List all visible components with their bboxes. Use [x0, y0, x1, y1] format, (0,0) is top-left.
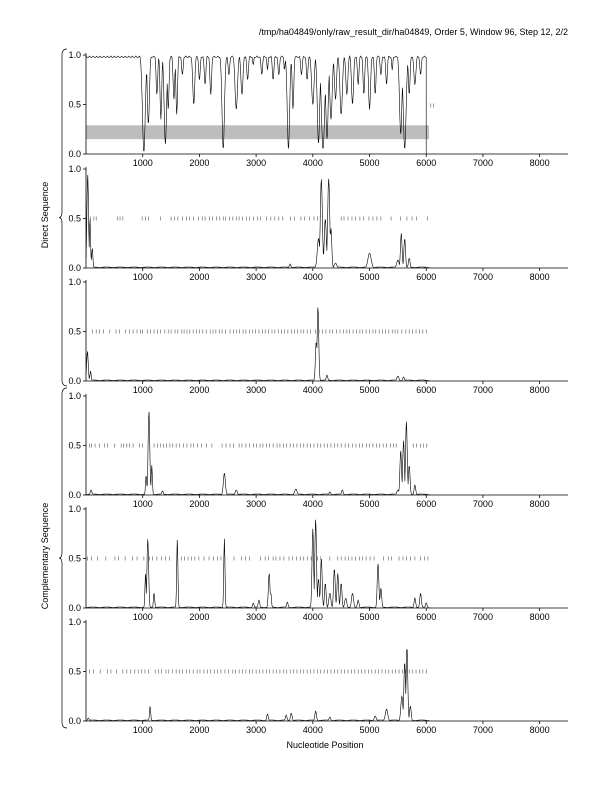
brace-direct: [59, 49, 67, 386]
x-tick-label: 6000: [416, 499, 437, 509]
series-line: [86, 520, 429, 608]
header-path: /tmp/ha04849/only/raw_result_dir/ha04849, Order 5, Window 96, Step 12, 2/2: [258, 27, 568, 37]
x-tick-label: 1000: [132, 385, 153, 395]
x-tick-label: 4000: [302, 612, 323, 622]
x-tick-label: 3000: [246, 612, 267, 622]
x-tick-label: 2000: [189, 499, 210, 509]
group-label-direct: Direct Sequence: [40, 181, 50, 249]
y-tick-label: 0.5: [68, 440, 81, 451]
x-tick-label: 5000: [359, 272, 380, 282]
x-tick-label: 4000: [302, 725, 323, 735]
y-tick-label: 0.5: [68, 213, 81, 224]
series-line: [86, 412, 429, 495]
y-tick-label: 0.5: [68, 99, 81, 110]
x-tick-label: 2000: [189, 272, 210, 282]
x-tick-label: 7000: [472, 725, 493, 735]
x-axis-label: Nucleotide Position: [286, 740, 364, 750]
x-tick-label: 4000: [302, 272, 323, 282]
x-tick-label: 8000: [529, 612, 550, 622]
y-tick-label: 0.5: [68, 553, 81, 564]
x-tick-label: 8000: [529, 158, 550, 168]
y-tick-label: 1.0: [68, 277, 81, 287]
x-tick-label: 4000: [302, 158, 323, 168]
y-tick-label: 0.0: [68, 716, 81, 726]
x-tick-label: 1000: [132, 499, 153, 509]
y-tick-label: 0.0: [68, 149, 81, 159]
x-tick-label: 6000: [416, 725, 437, 735]
x-tick-label: 6000: [416, 158, 437, 168]
y-tick-label: 1.0: [68, 50, 81, 60]
x-tick-label: 3000: [246, 272, 267, 282]
x-tick-label: 5000: [359, 612, 380, 622]
y-tick-label: 1.0: [68, 617, 81, 627]
x-tick-label: 5000: [359, 385, 380, 395]
x-tick-label: 7000: [472, 499, 493, 509]
y-tick-label: 1.0: [68, 391, 81, 401]
y-tick-label: 1.0: [68, 504, 81, 514]
x-tick-label: 2000: [189, 385, 210, 395]
y-tick-label: 0.5: [68, 326, 81, 337]
x-tick-label: 1000: [132, 612, 153, 622]
x-tick-label: 2000: [189, 158, 210, 168]
x-tick-label: 1000: [132, 272, 153, 282]
shaded-band: [86, 125, 429, 139]
x-tick-label: 2000: [189, 725, 210, 735]
series-line: [86, 308, 429, 382]
x-tick-label: 8000: [529, 725, 550, 735]
series-line: [86, 650, 429, 721]
x-tick-label: 8000: [529, 272, 550, 282]
x-tick-label: 3000: [246, 385, 267, 395]
x-tick-label: 6000: [416, 385, 437, 395]
series-line: [86, 56, 426, 154]
y-tick-label: 0.0: [68, 263, 81, 273]
x-tick-label: 6000: [416, 612, 437, 622]
y-tick-label: 0.0: [68, 376, 81, 386]
x-tick-label: 7000: [472, 158, 493, 168]
y-tick-label: 1.0: [68, 164, 81, 174]
x-tick-label: 3000: [246, 725, 267, 735]
x-tick-label: 5000: [359, 725, 380, 735]
x-tick-label: 5000: [359, 158, 380, 168]
x-tick-label: 7000: [472, 612, 493, 622]
x-tick-label: 3000: [246, 158, 267, 168]
x-tick-label: 6000: [416, 272, 437, 282]
y-tick-label: 0.5: [68, 666, 81, 677]
x-tick-label: 8000: [529, 499, 550, 509]
x-tick-label: 1000: [132, 158, 153, 168]
x-tick-label: 8000: [529, 385, 550, 395]
series-line: [86, 175, 429, 268]
y-tick-label: 0.0: [68, 603, 81, 613]
group-label-complementary: Complementary Sequence: [40, 502, 50, 610]
x-tick-label: 4000: [302, 385, 323, 395]
x-tick-label: 4000: [302, 499, 323, 509]
x-tick-label: 1000: [132, 725, 153, 735]
x-tick-label: 2000: [189, 612, 210, 622]
x-tick-label: 7000: [472, 272, 493, 282]
x-tick-label: 5000: [359, 499, 380, 509]
brace-complementary: [59, 388, 67, 728]
x-tick-label: 3000: [246, 499, 267, 509]
y-tick-label: 0.0: [68, 490, 81, 500]
x-tick-label: 7000: [472, 385, 493, 395]
